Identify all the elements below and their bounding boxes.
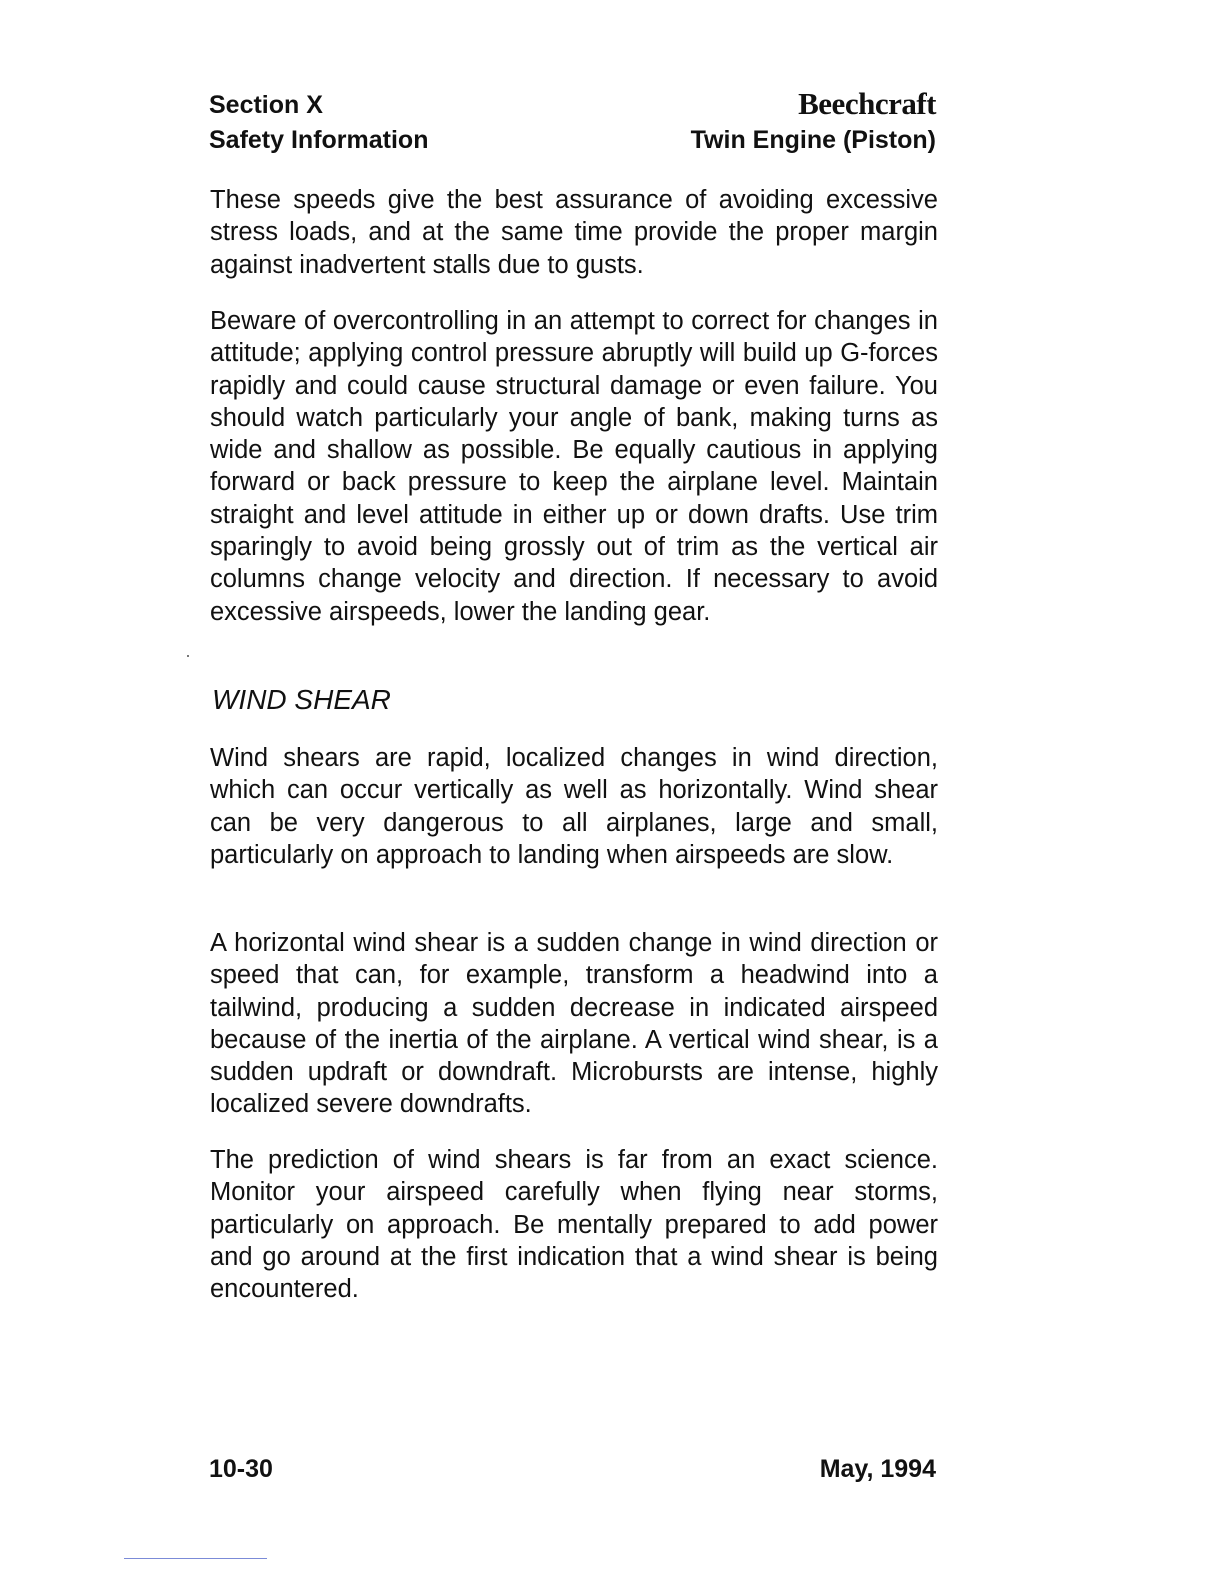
section-title: Safety Information bbox=[209, 126, 429, 154]
page-header-left bbox=[209, 88, 428, 158]
paragraph-horizontal-vertical-shear: A horizontal wind shear is a sudden change in wind direction or speed that can, for example, transform a headwind into a tailwind, producing a sudden decrease in indicated airspeed because of the inertia of the airplane. A vertical wind shear, is a sudden updraft or downdraft. Microbursts are intense, highly localized severe downdrafts. bbox=[210, 929, 938, 1119]
brand-logo: Beechcraft bbox=[798, 86, 936, 121]
revision-date: May, 1994 bbox=[819, 1455, 936, 1483]
page-number: 10-30 bbox=[209, 1455, 273, 1483]
scan-artifact-line bbox=[124, 1558, 267, 1559]
scan-artifact-dot bbox=[187, 655, 189, 657]
paragraph-wind-shear-prediction: The prediction of wind shears is far from an exact science. Monitor your airspeed carefully when flying near storms, particularly on approach. Be mentally prepared to add power and go around at the first indication that a wind shear is being encountered. bbox=[210, 1146, 938, 1304]
paragraph-speeds: These speeds give the best assurance of avoiding excessive stress loads, and at the same time provide the proper margin against inadvertent stalls due to gusts. bbox=[210, 186, 938, 279]
section-heading-wind-shear: WIND SHEAR bbox=[212, 684, 391, 715]
section-number: Section X bbox=[209, 91, 323, 119]
page-header-right bbox=[691, 85, 936, 158]
aircraft-model: Twin Engine (Piston) bbox=[690, 126, 936, 154]
paragraph-wind-shear-definition: Wind shears are rapid, localized changes in wind direction, which can occur vertically as well as horizontally. Wind shear can be very dangerous to all airplanes, large and small, particularly on approach to landing when airspeeds are slow. bbox=[210, 744, 938, 869]
paragraph-overcontrolling: Beware of overcontrolling in an attempt to correct for changes in attitude; applying control pressure abruptly will build up G-forces rapidly and could cause structural damage or even failure. You should watch particularly your angle of bank, making turns as wide and shallow as possible. Be equally cautious in applying forward or back pressure to keep the airplane level. Maintain straight and level attitude in either up or down drafts. Use trim sparingly to avoid being grossly out of trim as the vertical air columns change velocity and direction. If necessary to avoid excessive airspeeds, lower the landing gear. bbox=[210, 307, 938, 626]
